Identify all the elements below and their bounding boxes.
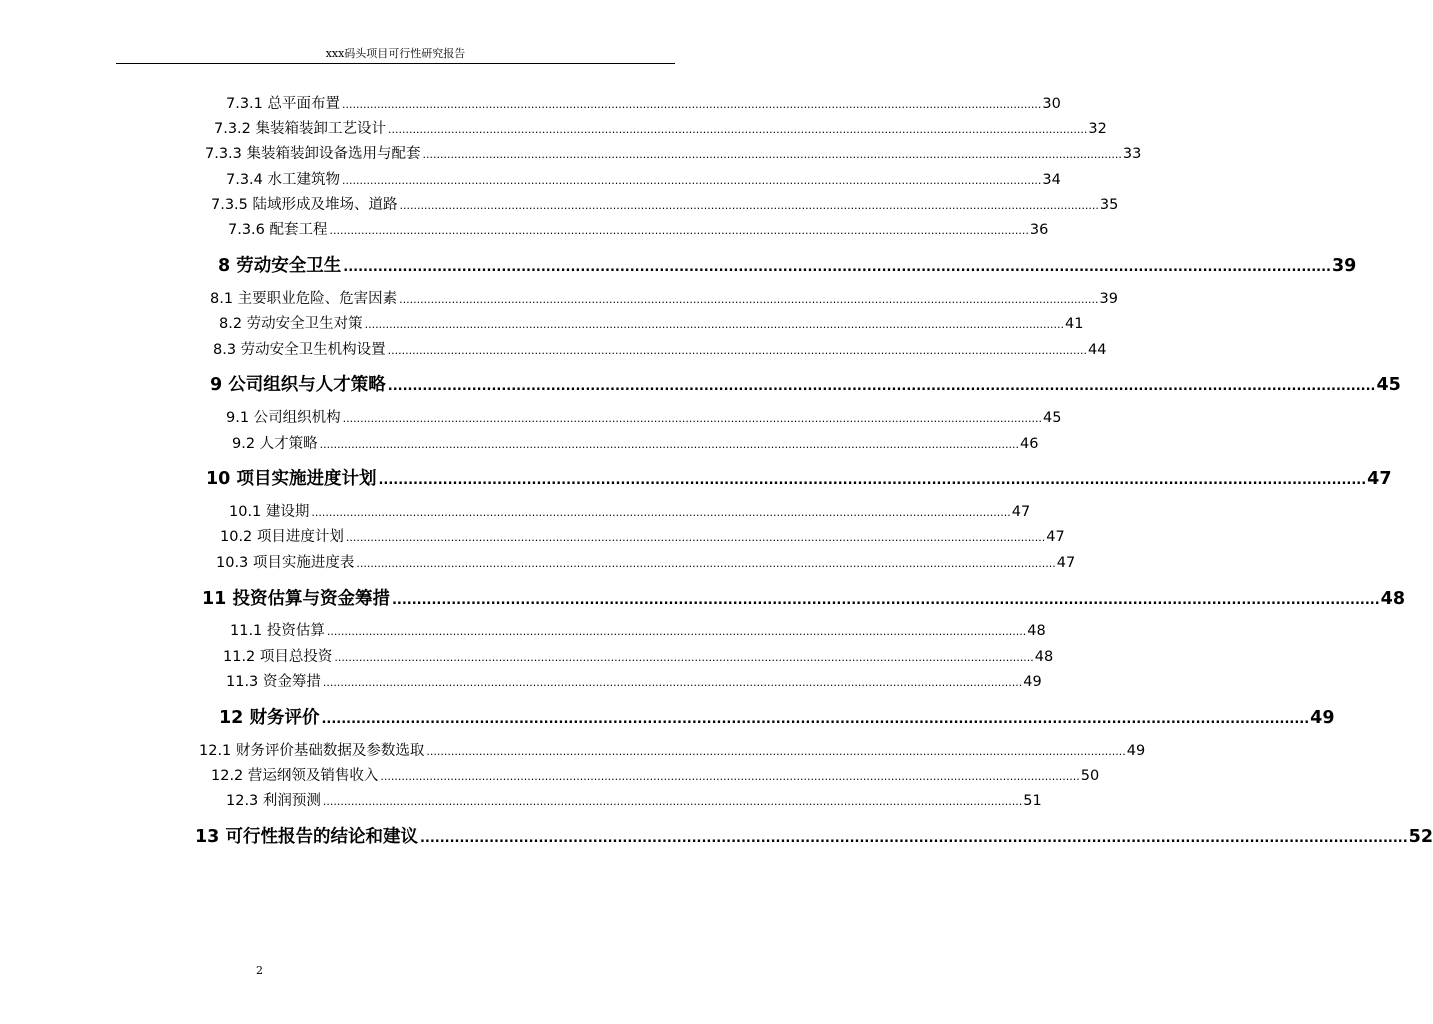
toc-leader-dots: ........................................................................................................................................................................................................ <box>311 506 1011 519</box>
toc-entry-title: 10.2 项目进度计划 <box>220 529 344 545</box>
toc-entry-page: 48 <box>1034 649 1054 665</box>
toc-entry-title: 7.3.1 总平面布置 <box>226 96 341 112</box>
toc-entry[interactable] <box>205 144 1142 164</box>
toc-entry[interactable] <box>223 647 1054 667</box>
toc-entry-page: 49 <box>1126 743 1146 759</box>
toc-entry[interactable] <box>216 553 1076 573</box>
toc-entry-page: 48 <box>1380 589 1406 609</box>
toc-entry-title: 7.3.4 水工建筑物 <box>226 172 341 188</box>
toc-entry-page: 46 <box>1020 436 1039 452</box>
toc-entry-title: 9.2 人才策略 <box>232 436 318 452</box>
toc-entry-page: 33 <box>1122 146 1142 162</box>
toc-entry-page: 39 <box>1099 291 1118 307</box>
toc-leader-dots: ........................................................................................................................................................................................................ <box>342 174 1042 187</box>
toc-entry-title: 8.1 主要职业危险、危害因素 <box>210 291 398 307</box>
toc-entry[interactable] <box>226 170 1061 190</box>
toc-leader-dots: ........................................................................................................................................................................................................ <box>329 224 1029 237</box>
toc-entry-title: 8 劳动安全卫生 <box>218 256 342 276</box>
toc-entry-title: 13 可行性报告的结论和建议 <box>195 827 418 847</box>
toc-entry-title: 11.1 投资估算 <box>230 623 325 639</box>
toc-entry[interactable] <box>232 434 1039 454</box>
toc-leader-dots: ........................................................................................................................................................................................................ <box>399 199 1099 212</box>
toc-entry[interactable] <box>219 314 1084 334</box>
toc-leader-dots: ........................................................................................................................................................................................................ <box>342 412 1042 425</box>
toc-entry-page: 39 <box>1331 256 1357 276</box>
toc-entry-page: 36 <box>1029 222 1049 238</box>
toc-entry[interactable] <box>220 527 1065 547</box>
toc-chapter-entry[interactable] <box>195 825 1433 849</box>
toc-entry-page: 48 <box>1027 623 1046 639</box>
toc-entry-title: 12.3 利润预测 <box>226 793 321 809</box>
toc-entry[interactable] <box>226 408 1062 428</box>
toc-entry-title: 10 项目实施进度计划 <box>206 469 377 489</box>
toc-leader-dots: ........................................................................................................................................................................................................ <box>380 770 1080 783</box>
toc-leader-dots: ........................................................................................................................................................................................................ <box>334 651 1034 664</box>
toc-entry-page: 30 <box>1042 96 1061 112</box>
toc-entry[interactable] <box>211 766 1100 786</box>
toc-leader-dots: ........................................................................................................................................................................................................ <box>326 625 1027 638</box>
toc-entry-page: 34 <box>1042 172 1061 188</box>
toc-entry[interactable] <box>210 289 1118 309</box>
page-number: 2 <box>256 964 263 977</box>
toc-entry-title: 12 财务评价 <box>219 708 320 728</box>
toc-entry[interactable] <box>226 791 1042 811</box>
toc-leader-dots: ........................................................................................................................................................................................................ <box>356 557 1056 570</box>
toc-leader-dots: ........................................................................................................................................................................................................ <box>322 676 1023 689</box>
toc-entry-page: 45 <box>1043 410 1062 426</box>
toc-leader-dots: ........................................................................................................................................................................................................ <box>391 593 1380 608</box>
toc-entry[interactable] <box>226 672 1042 692</box>
toc-entry-title: 12.1 财务评价基础数据及参数选取 <box>199 743 425 759</box>
toc-entry-page: 52 <box>1408 827 1433 847</box>
toc-entry-page: 47 <box>1046 529 1065 545</box>
toc-entry-page: 35 <box>1099 197 1119 213</box>
toc-entry-title: 11.3 资金筹措 <box>226 674 321 690</box>
toc-leader-dots: ........................................................................................................................................................................................................ <box>387 344 1087 357</box>
toc-entry-page: 51 <box>1023 793 1042 809</box>
toc-entry[interactable] <box>213 340 1107 360</box>
running-header: xxx码头项目可行性研究报告 <box>325 47 466 60</box>
toc-entry[interactable] <box>211 195 1119 215</box>
toc-leader-dots: ........................................................................................................................................................................................................ <box>387 379 1376 394</box>
toc-entry-page: 47 <box>1367 469 1392 489</box>
toc-entry[interactable] <box>199 741 1146 761</box>
toc-entry-title: 7.3.5 陆域形成及堆场、道路 <box>211 197 398 213</box>
toc-entry-title: 7.3.2 集装箱装卸工艺设计 <box>214 121 387 137</box>
toc-entry-page: 47 <box>1056 555 1076 571</box>
toc-entry-title: 11 投资估算与资金筹措 <box>202 589 390 609</box>
toc-entry-title: 11.2 项目总投资 <box>223 649 333 665</box>
toc-leader-dots: ........................................................................................................................................................................................................ <box>364 318 1064 331</box>
toc-chapter-entry[interactable] <box>206 467 1392 491</box>
toc-entry[interactable] <box>226 94 1061 114</box>
toc-leader-dots: ........................................................................................................................................................................................................ <box>321 712 1310 727</box>
toc-entry-title: 9.1 公司组织机构 <box>226 410 341 426</box>
toc-chapter-entry[interactable] <box>218 254 1357 278</box>
toc-entry-page: 49 <box>1023 674 1042 690</box>
toc-entry-page: 32 <box>1088 121 1107 137</box>
toc-entry-page: 49 <box>1310 708 1335 728</box>
toc-entry-title: 7.3.3 集装箱装卸设备选用与配套 <box>205 146 421 162</box>
toc-entry[interactable] <box>228 220 1049 240</box>
toc-leader-dots: ........................................................................................................................................................................................................ <box>345 531 1046 544</box>
toc-chapter-entry[interactable] <box>202 587 1406 611</box>
toc-leader-dots: ........................................................................................................................................................................................................ <box>342 98 1042 111</box>
toc-entry-title: 8.2 劳动安全卫生对策 <box>219 316 363 332</box>
toc-entry-page: 45 <box>1376 375 1401 395</box>
toc-leader-dots: ........................................................................................................................................................................................................ <box>322 795 1023 808</box>
toc-entry-title: 9 公司组织与人才策略 <box>210 375 386 395</box>
toc-entry-page: 50 <box>1080 768 1100 784</box>
toc-leader-dots: ........................................................................................................................................................................................................ <box>319 438 1019 451</box>
toc-entry-title: 7.3.6 配套工程 <box>228 222 328 238</box>
toc-leader-dots: ........................................................................................................................................................................................................ <box>419 831 1408 846</box>
toc-entry-title: 10.1 建设期 <box>229 504 310 520</box>
toc-entry-title: 8.3 劳动安全卫生机构设置 <box>213 342 386 358</box>
toc-leader-dots: ........................................................................................................................................................................................................ <box>426 745 1126 758</box>
toc-entry-title: 10.3 项目实施进度表 <box>216 555 355 571</box>
toc-leader-dots: ........................................................................................................................................................................................................ <box>422 148 1122 161</box>
toc-chapter-entry[interactable] <box>219 706 1335 730</box>
toc-leader-dots: ........................................................................................................................................................................................................ <box>343 260 1331 275</box>
toc-leader-dots: ........................................................................................................................................................................................................ <box>378 473 1367 488</box>
toc-entry-page: 47 <box>1011 504 1031 520</box>
toc-chapter-entry[interactable] <box>210 373 1401 397</box>
toc-leader-dots: ........................................................................................................................................................................................................ <box>388 123 1088 136</box>
toc-entry[interactable] <box>229 502 1031 522</box>
toc-entry[interactable] <box>214 119 1107 139</box>
toc-entry-page: 44 <box>1088 342 1107 358</box>
toc-entry-title: 12.2 营运纲领及销售收入 <box>211 768 379 784</box>
toc-leader-dots: ........................................................................................................................................................................................................ <box>399 293 1099 306</box>
toc-entry-page: 41 <box>1065 316 1084 332</box>
toc-entry[interactable] <box>230 621 1046 641</box>
